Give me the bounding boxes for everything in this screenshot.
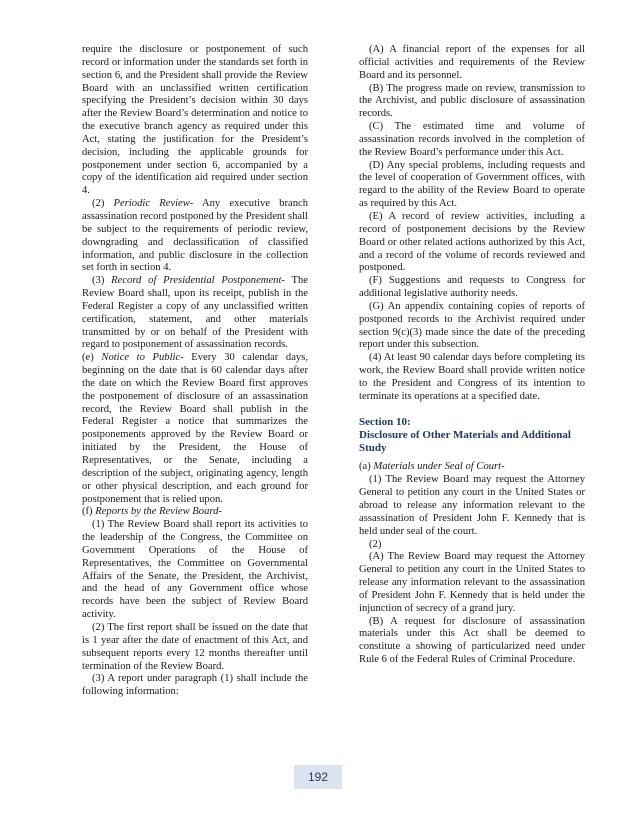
paragraph	[359, 474, 585, 538]
left-column	[82, 44, 308, 699]
section-heading-title: Disclosure of Other Materials and Additional Study	[359, 429, 571, 455]
paragraph	[359, 539, 585, 552]
paragraph-text: (B) A request for disclosure of assassination materials under this Act shall be deemed to constitute a showing of particularized need under Rule 6 of the Federal Rules of Criminal Procedure.	[359, 615, 585, 666]
section-10-body	[359, 461, 585, 667]
paragraph-text: (4) At least 90 calendar days before completing its work, the Review Board shall provide written notice to the President and Congress of its intention to terminate its operations at a specified date.	[359, 352, 585, 402]
paragraph	[82, 352, 308, 506]
paragraph	[359, 301, 585, 352]
paragraph-heading: Materials under Seal of Court-	[373, 461, 505, 473]
paragraph-heading: Notice to Public-	[101, 352, 184, 364]
paragraph	[82, 44, 308, 198]
paragraph-label: (e)	[82, 352, 102, 364]
right-column	[359, 44, 585, 699]
paragraph-heading: Periodic Review-	[113, 198, 194, 210]
paragraph-heading: Reports by the Review Board-	[95, 506, 222, 518]
paragraph-label: (3)	[92, 275, 112, 287]
paragraph-text: (1) The Review Board may request the Attorney General to petition any court in the United States or abroad to release any information relevant to the assassination of President John F. Kennedy that is held under seal of the court.	[359, 474, 585, 537]
paragraph	[359, 551, 585, 615]
paragraph-text: (B) The progress made on review, transmission to the Archivist, and public disclosure of assassination records.	[359, 82, 585, 120]
section-heading-number: Section 10:	[359, 416, 411, 429]
paragraph-text: (2) The first report shall be issued on the date that is 1 year after the date of enactment of this Act, and subsequent reports every 12 months thereafter until termination of the Review Board.	[82, 621, 308, 672]
paragraph-text: (E) A record of review activities, including a record of postponement decisions by the Review Board or other related actions authorized by this Act, and a record of the volume of records reviewed and postponed.	[359, 210, 585, 274]
paragraph	[359, 352, 585, 403]
paragraph-label: (f)	[82, 506, 96, 518]
paragraph-text: (F) Suggestions and requests to Congress for additional legislative authority needs.	[359, 275, 585, 300]
paragraph-text: (A) The Review Board may request the Attorney General to petition any court in the United States to release any information relevant to the assassination of President John F. Kennedy that is held under the injunction of secrecy of a grand jury.	[359, 551, 585, 614]
paragraph-text: (1) The Review Board shall report its activities to the leadership of the Congress, the Committee on Government Operations of the House of Representatives, the Committee on Governmental Affairs of the Senate, the President, the Archivist, and the head of any Government office whose records have been the subject of Review Board activity.	[82, 519, 308, 621]
paragraph	[82, 622, 308, 673]
paragraph-text: Any executive branch assassination record postponed by the President shall be subject to the requirements of periodic review, downgrading and declassification of classified information, and public disclosure in the collection set forth in section 4.	[82, 198, 308, 274]
paragraph-text: (2)	[369, 538, 382, 550]
paragraph	[82, 506, 308, 519]
paragraph	[359, 121, 585, 160]
paragraph-text: Every 30 calendar days, beginning on the date that is 60 calendar days after the date on which the Review Board first approves the postponement of disclosure of an assassination record, the Review Board shall publish in the Federal Register a notice that summarizes the postponements approved by the Review Board or initiated by the President, the House of Representatives, or the Senate, including a description of the subject, originating agency, length or other physical description, and each ground for postponement that is relied upon.	[82, 352, 308, 505]
paragraph-text: (C) The estimated time and volume of assassination records involved in the completion of the Review Board’s performance under this Act.	[359, 121, 585, 158]
text-columns	[82, 44, 585, 699]
paragraph	[359, 160, 585, 211]
paragraph	[82, 275, 308, 352]
paragraph-text: require the disclosure or postponement of such record or information under the standards set forth in section 6, and the President shall provide the Review Board with an unclassified written certification specifying the President’s decision within 30 days after the Review Board’s determination and notice to the executive branch agency as required under this Act, stating the justification for the President’s decision, including the applicable grounds for postponement under section 6, accompanied by a copy of the identification aid required under section 4.	[82, 44, 308, 197]
paragraph	[359, 461, 585, 474]
paragraph	[359, 211, 585, 275]
paragraph	[359, 275, 585, 301]
paragraph	[359, 44, 585, 83]
paragraph-label: (2)	[92, 198, 114, 210]
paragraph	[359, 83, 585, 122]
paragraph-label: (a)	[359, 461, 374, 473]
paragraph	[82, 673, 308, 699]
paragraph	[82, 519, 308, 622]
paragraph	[82, 198, 308, 275]
paragraph-text: (3) A report under paragraph (1) shall include the following information:	[82, 673, 308, 698]
page-number: 192	[294, 765, 342, 789]
paragraph-heading: Record of Presidential Postponement-	[111, 275, 285, 287]
paragraph-text: (G) An appendix containing copies of reports of postponed records to the Archivist required under section 9(c)(3) made since the date of the preceding report under this subsection.	[359, 300, 585, 351]
paragraph-text: (A) A financial report of the expenses for all official activities and requirements of the Review Board and its personnel.	[359, 44, 585, 81]
report-contents-list	[359, 44, 585, 404]
paragraph-text: The Review Board shall, upon its receipt, publish in the Federal Register a copy of any unclassified written certification, statement, and other materials transmitted by or on behalf of the President with regard to postponement of assassination records.	[82, 275, 308, 351]
paragraph-text: (D) Any special problems, including requests and the level of cooperation of Government offices, with regard to the ability of the Review Board to operate as required by this Act.	[359, 159, 585, 210]
paragraph	[359, 616, 585, 667]
